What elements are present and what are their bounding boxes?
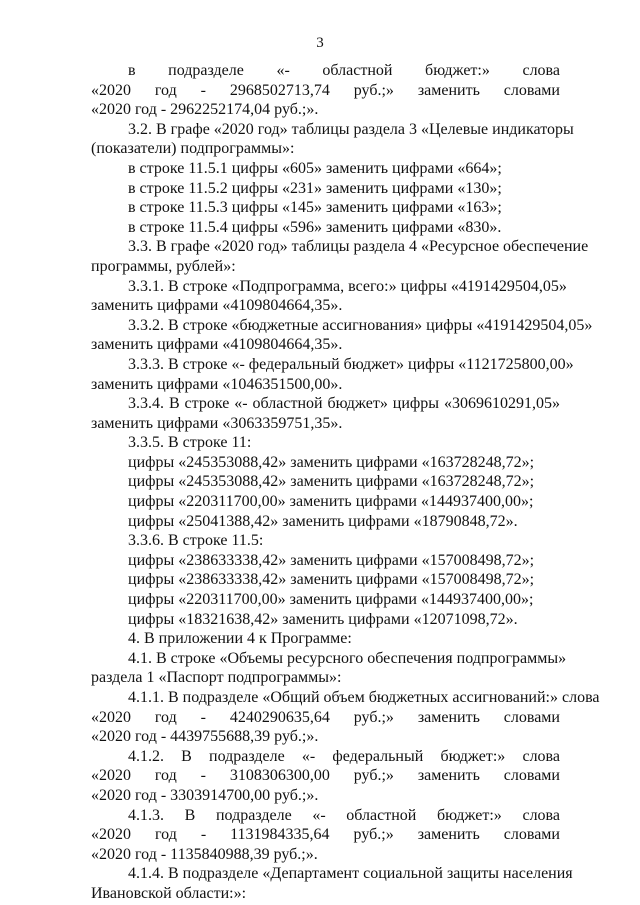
text-line: цифры «220311700,00» заменить цифрами «144937400,00»;: [128, 493, 534, 511]
text-line: 3.3.5. В строке 11:: [128, 434, 252, 452]
text-line: 4. В приложении 4 к Программе:: [128, 630, 352, 648]
text-line: цифры «238633338,42» заменить цифрами «157008498,72»;: [128, 571, 535, 589]
text-line: в строке 11.5.2 цифры «231» заменить цифрами «130»;: [128, 179, 502, 197]
text-line: цифры «245353088,42» заменить цифрами «163728248,72»;: [128, 473, 535, 491]
document-body: [91, 61, 600, 904]
text-line: 4.1.1. В подразделе «Общий объем бюджетных ассигнований:» слова: [128, 689, 600, 706]
text-line: «2020 год - 3303914700,00 руб.;».: [91, 786, 319, 804]
text-line: 3.3. В графе «2020 год» таблицы раздела 4 «Ресурсное обеспечение: [128, 238, 589, 256]
text-line: заменить цифрами «1046351500,00».: [91, 375, 343, 393]
text-line: цифры «25041388,42» заменить цифрами «18790848,72».: [128, 512, 518, 530]
text-line: в строке 11.5.4 цифры «596» заменить цифрами «830».: [128, 218, 502, 236]
text-line: «2020 год - 2968502713,74 руб.;» заменить словами: [91, 81, 560, 99]
text-line: цифры «238633338,42» заменить цифрами «157008498,72»;: [128, 551, 535, 569]
text-line: в подразделе «- областной бюджет:» слова: [128, 62, 560, 79]
text-line: Ивановской области:»:: [91, 884, 247, 902]
text-line: 4.1. В строке «Объемы ресурсного обеспечения подпрограммы»: [128, 649, 567, 667]
text-line: «2020 год - 1131984335,64 руб.;» заменить словами: [91, 826, 560, 844]
text-line: заменить цифрами «4109804664,35».: [91, 336, 343, 354]
text-line: (показатели) подпрограммы»:: [91, 140, 295, 158]
text-line: заменить цифрами «4109804664,35».: [91, 297, 343, 315]
text-line: «2020 год - 4439755688,39 руб.;».: [91, 728, 319, 746]
text-line: раздела 1 «Паспорт подпрограммы»:: [91, 669, 342, 687]
text-line: «2020 год - 3108306300,00 руб.;» заменить словами: [91, 767, 560, 785]
text-line: в строке 11.5.3 цифры «145» заменить цифрами «163»;: [128, 199, 502, 217]
text-line: 4.1.4. В подразделе «Департамент социальной защиты населения: [128, 865, 573, 883]
text-line: 3.3.1. В строке «Подпрограмма, всего:» цифры «4191429504,05»: [128, 277, 567, 295]
text-line: 3.3.4. В строке «- областной бюджет» цифры «3069610291,05»: [128, 395, 560, 413]
text-line: 4.1.2. В подразделе «- федеральный бюджет:» слова: [128, 747, 560, 765]
text-line: заменить цифрами «3063359751,35».: [91, 414, 343, 432]
text-line: цифры «18321638,42» заменить цифрами «12071098,72».: [128, 610, 518, 628]
text-line: «2020 год - 2962252174,04 руб.;».: [91, 101, 319, 119]
text-line: 3.3.2. В строке «бюджетные ассигнования» цифры «4191429504,05»: [128, 316, 593, 334]
text-line: «2020 год - 4240290635,64 руб.;» заменить словами: [91, 708, 560, 726]
text-line: 3.3.3. В строке «- федеральный бюджет» цифры «1121725800,00»: [128, 355, 574, 373]
text-line: программы, рублей»:: [91, 257, 236, 275]
page-number: 3: [316, 35, 324, 51]
text-line: 4.1.3. В подразделе «- областной бюджет:» слова: [128, 806, 560, 824]
text-line: 3.2. В графе «2020 год» таблицы раздела 3 «Целевые индикаторы: [128, 120, 574, 138]
text-line: цифры «220311700,00» заменить цифрами «144937400,00»;: [128, 591, 534, 609]
text-line: «2020 год - 1135840988,39 руб.;».: [91, 845, 318, 863]
text-line: в строке 11.5.1 цифры «605» заменить цифрами «664»;: [128, 159, 502, 177]
text-line: цифры «245353088,42» заменить цифрами «163728248,72»;: [128, 453, 535, 471]
text-line: 3.3.6. В строке 11.5:: [128, 532, 264, 550]
